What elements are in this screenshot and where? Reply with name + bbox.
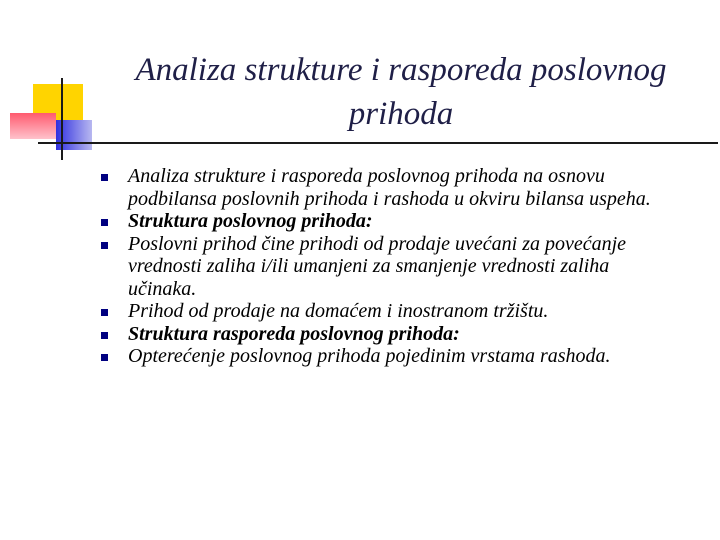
bullet-item bbox=[100, 323, 680, 346]
decor-vertical-line bbox=[61, 78, 63, 160]
square-bullet-icon bbox=[101, 332, 108, 339]
bullet-item bbox=[100, 210, 680, 233]
square-bullet-icon bbox=[101, 219, 108, 226]
bullet-item bbox=[100, 345, 680, 368]
square-bullet-icon bbox=[101, 354, 108, 361]
square-bullet-icon bbox=[101, 242, 108, 249]
decor-horizontal-line bbox=[38, 142, 718, 144]
bullet-list bbox=[100, 165, 680, 368]
bullet-text: Struktura poslovnog prihoda: bbox=[128, 210, 373, 232]
bullet-item bbox=[100, 165, 680, 210]
bullet-text: Poslovni prihod čine prihodi od prodaje uvećani za povećanje vrednosti zaliha i/ili umanjeni za smanjenje vrednosti zaliha učinaka. bbox=[128, 232, 627, 300]
square-bullet-icon bbox=[101, 174, 108, 181]
bullet-text: Prihod od prodaje na domaćem i inostranom tržištu. bbox=[128, 300, 549, 322]
decor-red-rectangle bbox=[10, 113, 56, 139]
slide-title: Analiza strukture i rasporeda poslovnog prihoda bbox=[135, 52, 667, 132]
bullet-item bbox=[100, 300, 680, 323]
bullet-item bbox=[100, 233, 680, 301]
bullet-text: Struktura rasporeda poslovnog prihoda: bbox=[128, 322, 460, 345]
square-bullet-icon bbox=[101, 309, 108, 316]
bullet-text: Analiza strukture i rasporeda poslovnog prihoda na osnovu podbilansa poslovnih prihoda i rashoda u okviru bilansa uspeha. bbox=[128, 165, 651, 210]
bullet-text: Opterećenje poslovnog prihoda pojedinim vrstama rashoda. bbox=[128, 345, 611, 367]
